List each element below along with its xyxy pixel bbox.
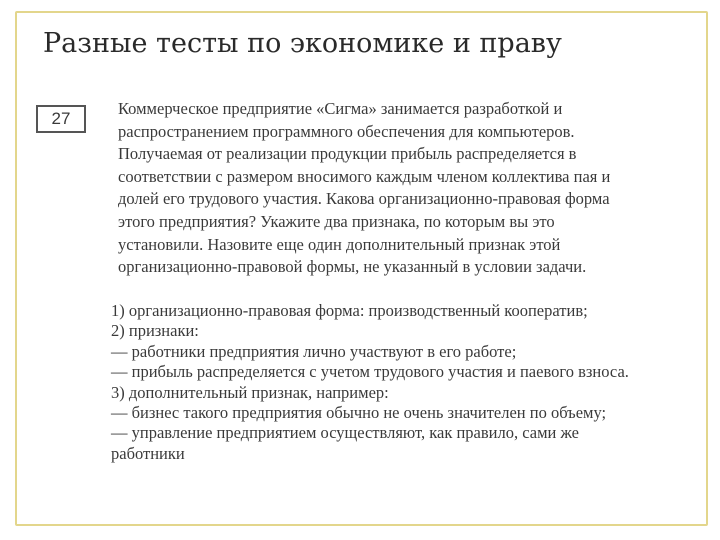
question-line: организационно-правовой формы, не указанный в условии задачи. — [118, 257, 587, 277]
question-line: Коммерческое предприятие «Сигма» занимается разработкой и — [118, 99, 563, 118]
task-number-box — [36, 105, 86, 133]
task-question — [118, 98, 678, 279]
task-number: 27 — [51, 109, 71, 128]
answer-line: 1) организационно-правовая форма: производственный кооператив; — [111, 301, 588, 320]
question-line: этого предприятия? Укажите два признака, по которым вы это — [118, 211, 555, 231]
answer-line: работники — [111, 443, 185, 463]
question-line: установили. Назовите еще один дополнительный признак этой — [118, 234, 561, 254]
answer-line: — работники предприятия лично участвуют в его работе; — [111, 341, 517, 361]
task-answer — [111, 301, 701, 464]
answer-line: — управление предприятием осуществляют, как правило, сами же — [111, 423, 579, 443]
slide-title: Разные тесты по экономике и праву — [43, 28, 562, 59]
answer-line: — бизнес такого предприятия обычно не очень значителен по объему; — [111, 403, 607, 423]
answer-line: 3) дополнительный признак, например: — [111, 382, 389, 402]
question-line: соответствии с размером вносимого каждым членом коллектива пая и — [118, 166, 611, 186]
question-line: распространением программного обеспечения для компьютеров. — [118, 121, 575, 141]
question-line: долей его трудового участия. Какова организационно-правовая форма — [118, 189, 610, 209]
answer-line: 2) признаки: — [111, 321, 199, 341]
question-line: Получаемая от реализации продукции прибыль распределяется в — [118, 144, 577, 164]
answer-line: — прибыль распределяется с учетом трудового участия и паевого взноса. — [111, 362, 629, 382]
